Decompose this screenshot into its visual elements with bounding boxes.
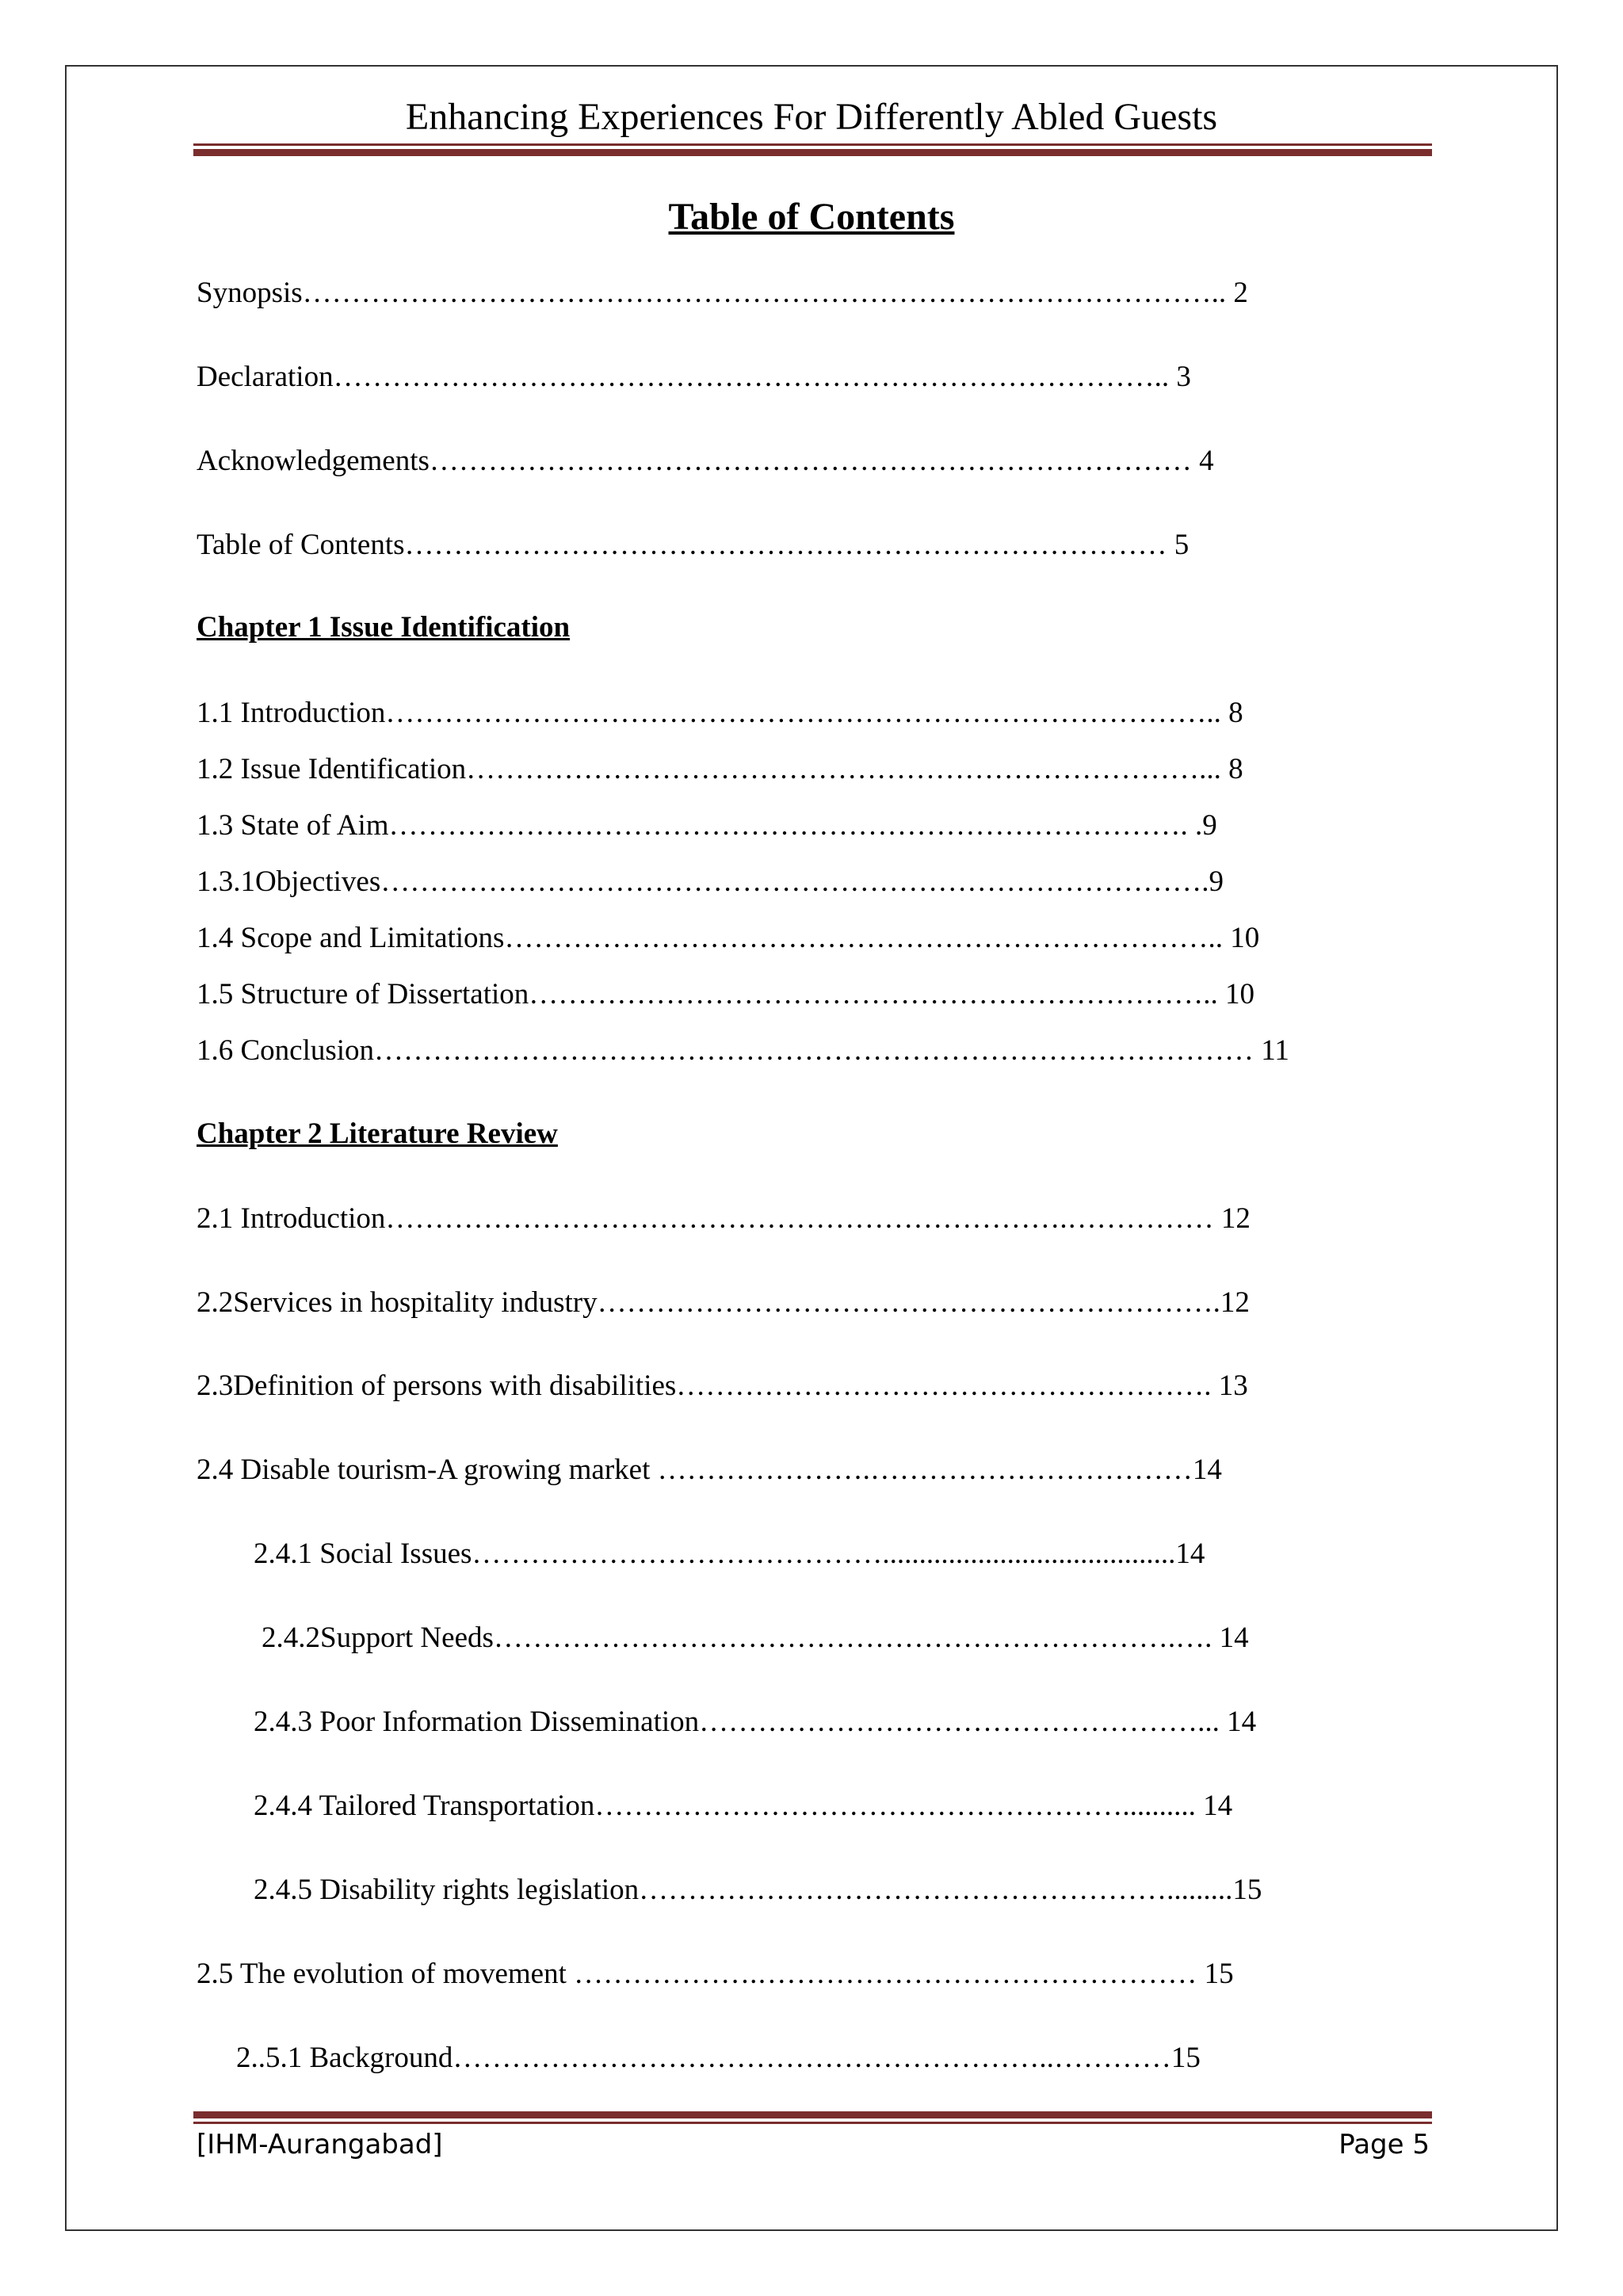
toc-entry-2-4-4: 2.4.4 Tailored Transportation……………………………………………….......... 14 <box>254 1790 1233 1822</box>
toc-entry-2-4-1: 2.4.1 Social Issues……………………………………........................................14 <box>254 1538 1205 1570</box>
toc-entry-1-3-1: 1.3.1Objectives………………………………………………………………………….9 <box>197 865 1224 898</box>
toc-entry-1-6: 1.6 Conclusion……………………………………………………………………………… 11 <box>197 1034 1289 1067</box>
chapter-1-heading: Chapter 1 Issue Identification <box>197 611 571 644</box>
chapter-2-heading: Chapter 2 Literature Review <box>197 1117 558 1150</box>
header-rule <box>193 143 1432 156</box>
toc-entry-2-4-2: 2.4.2Support Needs…………………………………………………………….…. 14 <box>262 1622 1249 1654</box>
toc-entry-2-4-5: 2.4.5 Disability rights legislation……………………………………………….........15 <box>254 1874 1262 1906</box>
toc-entry-2-3: 2.3Definition of persons with disabilities………………………………………………. 13 <box>197 1370 1248 1402</box>
toc-entry-acknowledgements: Acknowledgements…………………………………………………………………… 4 <box>197 445 1214 477</box>
toc-entry-1-5: 1.5 Structure of Dissertation…………………………………………………………….. 10 <box>197 978 1254 1010</box>
toc-entry-2-1: 2.1 Introduction…………………………………………………………….…………… 12 <box>197 1202 1251 1235</box>
footer-institution: [IHM-Aurangabad] <box>197 2129 443 2160</box>
footer-page-number: Page 5 <box>1338 2129 1430 2160</box>
toc-heading: Table of Contents <box>668 196 955 238</box>
toc-entry-2-5-1: 2..5.1 Background……………………………………………………..…………15 <box>236 2042 1201 2074</box>
footer-rule <box>193 2111 1432 2124</box>
toc-entry-1-1: 1.1 Introduction………………………………………………………………………….. 8 <box>197 697 1243 729</box>
toc-entry-1-2: 1.2 Issue Identification…………………………………………………………………... 8 <box>197 753 1243 785</box>
running-header-title: Enhancing Experiences For Differently Abled Guests <box>405 96 1218 138</box>
toc-entry-1-4: 1.4 Scope and Limitations……………………………………………………………….. 10 <box>197 922 1260 954</box>
toc-entry-table-of-contents: Table of Contents…………………………………………………………………… 5 <box>197 529 1190 561</box>
toc-entry-2-4: 2.4 Disable tourism-A growing market ………………….……………………………14 <box>197 1454 1222 1486</box>
toc-entry-declaration: Declaration………………………………………………………………………….. 3 <box>197 361 1191 393</box>
toc-entry-2-5: 2.5 The evolution of movement ……………….……………………………………… 15 <box>197 1958 1234 1990</box>
toc-entry-2-4-3: 2.4.3 Poor Information Dissemination……………………………………………... 14 <box>254 1706 1257 1738</box>
toc-entry-synopsis: Synopsis………………………………………………………………………………….. 2 <box>197 277 1248 309</box>
toc-entry-1-3: 1.3 State of Aim………………………………………………………………………. .9 <box>197 809 1217 842</box>
toc-entry-2-2: 2.2Services in hospitality industry……………………………………………………….12 <box>197 1286 1250 1319</box>
